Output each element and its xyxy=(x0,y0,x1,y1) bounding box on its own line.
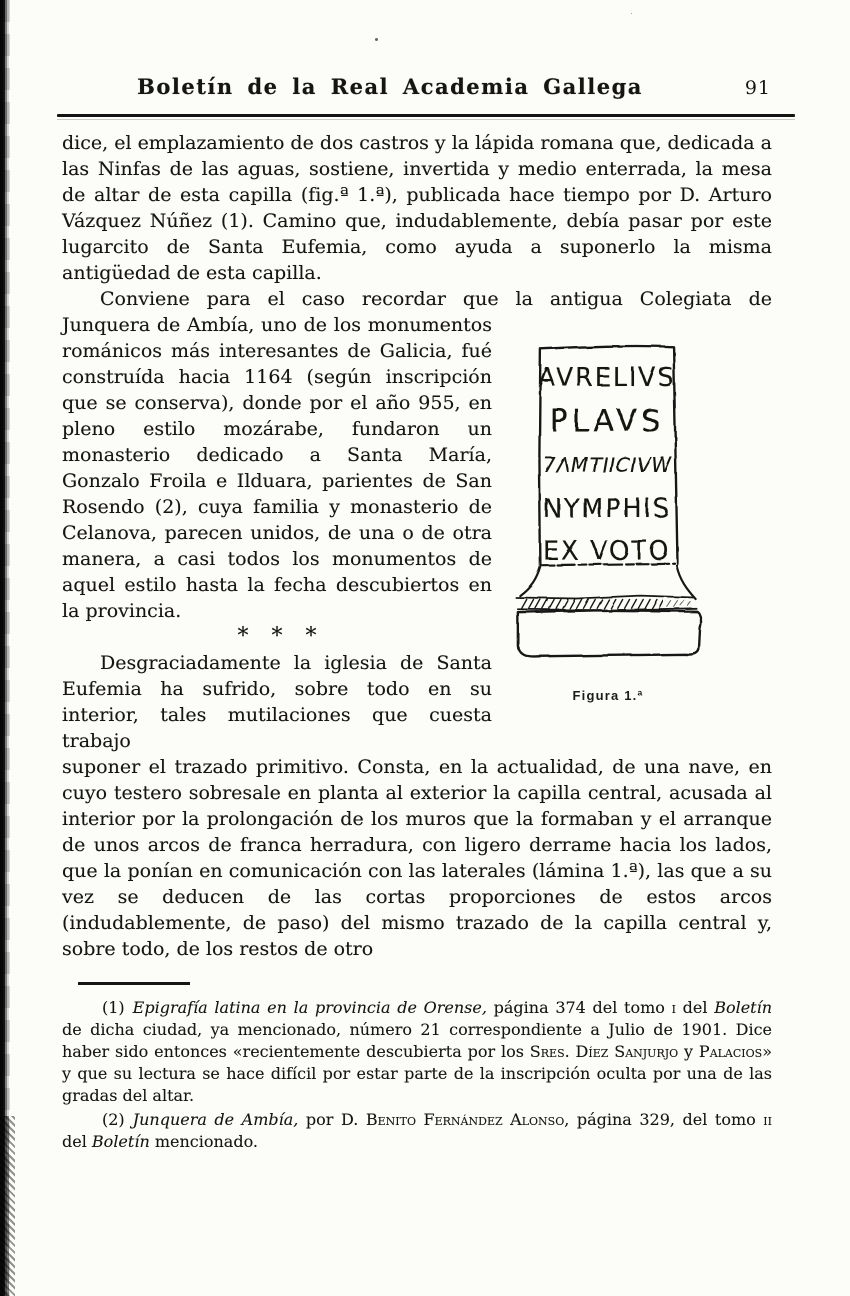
footnote-1-boletin: Boletín xyxy=(714,998,773,1017)
molding-band-top xyxy=(516,596,694,599)
scan-noise xyxy=(375,38,378,41)
journal-title: Boletín de la Real Academia Gallega xyxy=(137,74,643,99)
footnote-1-text: y xyxy=(678,1042,699,1061)
footnote-2-marker: (2) xyxy=(102,1110,133,1129)
footnote-2-boletin: Boletín xyxy=(91,1132,150,1151)
molding-hatching-light xyxy=(667,600,691,606)
figure-column xyxy=(492,312,772,709)
paragraph-2-rest: Junquera de Ambía, uno de los monumentos románicos más interesantes de Galicia, fué construída hacia 1164 (según inscripción que se conserva), donde por el año 955, en pleno estilo mozárabe, fundaron un monasterio dedicado a Santa María, Gonzalo Froila e Ilduara, parientes de San Rosendo (2), cuya familia y monasterio de Celanova, parecen unidos, de una o de otra manera, a casi todos los monumentos de aquel estilo hasta la fecha descubiertos en la provincia. xyxy=(62,314,492,622)
figure-caption: Figura 1.ª xyxy=(572,688,644,703)
footnote-1-work-title: Epigrafía latina en la provincia de Orense, xyxy=(132,998,487,1017)
footnote-2-text: por D. xyxy=(298,1110,366,1129)
footnote-rule xyxy=(78,982,190,985)
inscription-line-1: AVRELIVS xyxy=(538,362,676,393)
paragraph-3-wide: suponer el trazado primitivo. Consta, en la actualidad, de una nave, en cuyo testero sobresale en planta al exterior la capilla central, acusada al interior por la prolongación de los muros que la formaban y el arranque de unos arcos de franca herradura, con ligero derrame hacia los lados, que la ponían en comunicación con las laterales (lámina 1.ª), las que a su vez se deducen de las cortas proporciones de estos arcos (indudablemente, de paso) del mismo trazado de la capilla central y, sobre todo, de los restos de otro xyxy=(62,756,772,960)
footnote-1-volume: i xyxy=(671,998,676,1017)
stele-right-flare xyxy=(677,565,696,598)
paragraph-2-first-line: Conviene para el caso recordar que la antigua Colegiata de xyxy=(100,288,772,310)
footnote-1-names: Sres. Díez Sanjurjo xyxy=(529,1042,679,1061)
binding-smudge-artifact xyxy=(0,1116,15,1296)
molding-hatching xyxy=(522,600,663,609)
page-number: 91 xyxy=(744,77,771,99)
footnote-2-text: , página 329, del tomo xyxy=(564,1110,764,1129)
inscription-line-5: EX VOTO xyxy=(543,536,671,567)
footnote-2-volume: ii xyxy=(763,1110,772,1129)
inscription-line-2: PLAVS xyxy=(549,404,665,440)
page-header xyxy=(57,74,793,106)
stone-inscription-figure xyxy=(508,338,704,671)
footnote-2-text: mencionado. xyxy=(149,1132,259,1151)
footnote-1-text: página 374 del tomo xyxy=(486,998,672,1017)
paragraph-1: dice, el emplazamiento de dos castros y la lápida romana que, dedicada a las Ninfas de las aguas, sostiene, invertida y medio enterrada, la mesa de altar de esta capilla (fig.ª 1.ª), publicada hace tiempo por D. Arturo Vázquez Núñez (1). Camino que, indudablemente, debía pasar por este lugarcito de Santa Eufemia, como ayuda a suponerlo la misma antigüedad de esta capilla. xyxy=(62,132,772,284)
binding-edge-artifact xyxy=(0,0,10,1296)
footnote-1-text: de dicha ciudad, ya mencionado, número 21 correspondiente a Julio de 1901. Dice haber sido entonces «recientemente descubierta por los xyxy=(62,1020,772,1061)
footnote-2 xyxy=(62,1109,772,1153)
footnote-2-author: Benito Fernández Alonso xyxy=(365,1110,565,1129)
narrow-text-column xyxy=(62,312,492,754)
footnote-1-text: del xyxy=(675,998,715,1017)
footnote-1-names: Palacios xyxy=(698,1042,763,1061)
body-text xyxy=(62,130,772,962)
footnote-1-text: » y que su lectura se hace difícil por estar parte de la inscripción oculta por una de las gradas del altar. xyxy=(62,1042,772,1105)
text-and-figure-row xyxy=(62,312,772,754)
inscription-line-3: 7ΛMTIICIVW xyxy=(540,453,674,478)
asterisk-separator: * * * xyxy=(237,624,317,649)
inscription-line-4: NYMPHIS xyxy=(542,494,672,525)
base-outline xyxy=(518,610,701,656)
paragraph-3-narrow: Desgraciadamente la iglesia de Santa Eufemia ha sufrido, sobre todo en su interior, tales mutilaciones que cuesta trabajo xyxy=(62,652,492,752)
stele-left-flare xyxy=(520,566,541,595)
footnotes xyxy=(62,997,772,1153)
footnote-2-work-title: Junquera de Ambía, xyxy=(132,1110,299,1129)
header-rule-echo xyxy=(57,119,795,120)
footnote-1 xyxy=(62,997,772,1107)
header-rule xyxy=(57,114,795,117)
footnote-2-text: del xyxy=(62,1132,92,1151)
figure-1 xyxy=(508,338,708,709)
footnote-1-marker: (1) xyxy=(102,998,133,1017)
